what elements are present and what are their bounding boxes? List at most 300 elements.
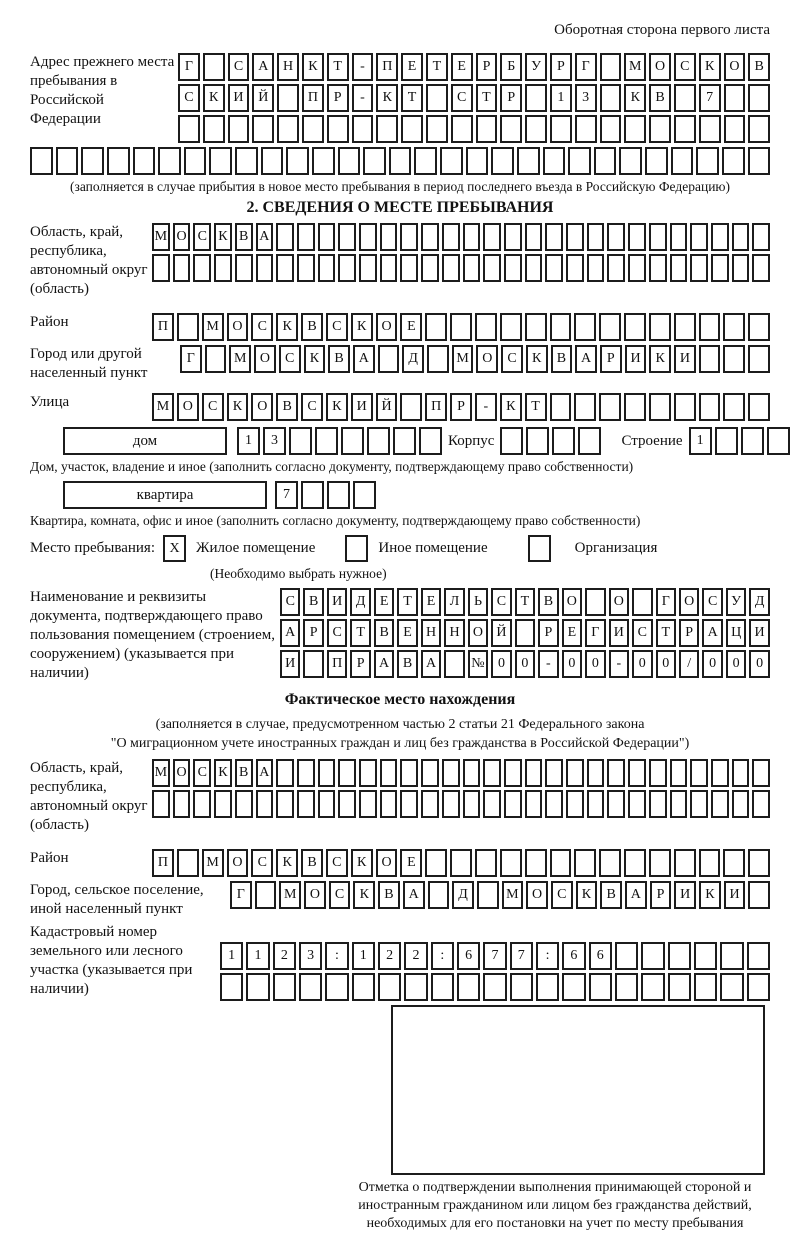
char-cell: Е <box>562 619 582 647</box>
char-cell <box>649 393 671 421</box>
prev-address-row-4 <box>30 147 770 175</box>
char-cell <box>649 759 667 787</box>
char-cell <box>699 313 721 341</box>
char-cell: Е <box>374 588 394 616</box>
char-cell: Е <box>400 313 422 341</box>
char-cell <box>444 650 464 678</box>
char-cell: К <box>353 881 375 909</box>
char-cell <box>178 115 200 143</box>
char-cell <box>632 588 652 616</box>
char-cell: Е <box>451 53 473 81</box>
char-cell <box>228 115 250 143</box>
dom-cells <box>237 427 442 455</box>
fact-note-1: (заполняется в случае, предусмотренном частью 2 статьи 21 Федерального закона <box>155 717 645 732</box>
char-cell: Р <box>550 53 572 81</box>
char-cell <box>670 223 688 251</box>
kadastr-row-1 <box>220 942 770 970</box>
char-cell <box>723 849 745 877</box>
char-cell <box>255 881 277 909</box>
char-cell: Е <box>421 588 441 616</box>
char-cell: Р <box>538 619 558 647</box>
char-cell <box>699 393 721 421</box>
char-cell <box>318 254 336 282</box>
kadastr-row-2 <box>220 973 770 1001</box>
char-cell <box>550 849 572 877</box>
char-cell <box>645 147 668 175</box>
char-cell: М <box>624 53 646 81</box>
char-cell <box>352 115 374 143</box>
char-cell: Н <box>277 53 299 81</box>
char-cell: С <box>491 588 511 616</box>
char-cell: С <box>251 849 273 877</box>
char-cell <box>235 254 253 282</box>
char-cell: И <box>280 650 300 678</box>
char-cell: Т <box>525 393 547 421</box>
char-cell: О <box>376 849 398 877</box>
char-cell <box>525 759 543 787</box>
char-cell: П <box>376 53 398 81</box>
doc-row-1 <box>280 588 770 616</box>
char-cell <box>380 790 398 818</box>
char-cell: И <box>674 345 696 373</box>
char-cell <box>476 115 498 143</box>
char-cell: В <box>600 881 622 909</box>
char-cell: О <box>609 588 629 616</box>
char-cell: А <box>702 619 722 647</box>
char-cell: О <box>562 588 582 616</box>
char-cell <box>515 619 535 647</box>
char-cell: 3 <box>299 942 322 970</box>
char-cell <box>552 427 575 455</box>
char-cell: С <box>329 881 351 909</box>
char-cell <box>732 223 750 251</box>
char-cell: Е <box>401 53 423 81</box>
char-cell <box>315 427 338 455</box>
char-cell <box>748 393 770 421</box>
char-cell <box>649 254 667 282</box>
char-cell: № <box>468 650 488 678</box>
char-cell <box>624 849 646 877</box>
char-cell: Г <box>230 881 252 909</box>
char-cell <box>607 790 625 818</box>
char-cell: Ь <box>468 588 488 616</box>
char-cell <box>732 790 750 818</box>
char-cell: М <box>452 345 474 373</box>
char-cell: Р <box>327 84 349 112</box>
char-cell: 6 <box>562 942 585 970</box>
char-cell <box>338 254 356 282</box>
char-cell: 6 <box>457 942 480 970</box>
char-cell <box>589 973 612 1001</box>
char-cell: В <box>748 53 770 81</box>
char-cell: К <box>699 53 721 81</box>
char-cell <box>599 849 621 877</box>
char-cell: И <box>351 393 373 421</box>
char-cell <box>741 427 764 455</box>
char-cell: 0 <box>726 650 746 678</box>
char-cell: П <box>152 849 174 877</box>
char-cell: 0 <box>585 650 605 678</box>
char-cell: 0 <box>632 650 652 678</box>
doc-block <box>30 588 770 683</box>
char-cell <box>641 973 664 1001</box>
char-cell: И <box>674 881 696 909</box>
char-cell: О <box>468 619 488 647</box>
char-cell <box>720 973 743 1001</box>
char-cell: М <box>202 849 224 877</box>
char-cell <box>450 849 472 877</box>
char-cell <box>624 313 646 341</box>
oblast-row-1 <box>152 223 770 251</box>
char-cell <box>184 147 207 175</box>
gorod-label: Город или другой населенный пункт <box>30 346 148 381</box>
fact-gorod-label: Город, сельское поселение, иной населенный пункт <box>30 882 204 917</box>
char-cell: Н <box>444 619 464 647</box>
char-cell: К <box>214 223 232 251</box>
char-cell: К <box>203 84 225 112</box>
char-cell <box>297 223 315 251</box>
stroenie-cells <box>689 427 790 455</box>
char-cell <box>767 427 790 455</box>
char-cell <box>748 849 770 877</box>
char-cell: А <box>403 881 425 909</box>
char-cell <box>359 759 377 787</box>
char-cell <box>526 427 549 455</box>
fact-oblast-block <box>30 759 770 835</box>
char-cell: Р <box>600 345 622 373</box>
inoe-label: Иное помещение <box>378 540 488 556</box>
char-cell <box>428 881 450 909</box>
char-cell: 7 <box>699 84 721 112</box>
char-cell: С <box>326 849 348 877</box>
zhiloe-label: Жилое помещение <box>196 540 316 556</box>
char-cell: К <box>699 881 721 909</box>
stamp-caption: Отметка о подтверждении выполнения принимающей стороной и иностранным гражданином или лицом без гражданства действий, необходимых для его постановки на учет по месту пребывания <box>358 1180 752 1231</box>
char-cell: 1 <box>352 942 375 970</box>
doc-row-3 <box>280 650 770 678</box>
char-cell <box>587 790 605 818</box>
char-cell: П <box>302 84 324 112</box>
char-cell: И <box>327 588 347 616</box>
char-cell: О <box>254 345 276 373</box>
char-cell: С <box>632 619 652 647</box>
char-cell <box>297 790 315 818</box>
char-cell: Г <box>178 53 200 81</box>
dom-block <box>63 427 770 455</box>
char-cell: И <box>724 881 746 909</box>
back-side-note: Оборотная сторона первого листа <box>554 22 770 38</box>
char-cell: О <box>679 588 699 616</box>
char-cell: - <box>475 393 497 421</box>
char-cell <box>475 313 497 341</box>
fact-rayon-block <box>30 849 770 877</box>
char-cell <box>483 759 501 787</box>
char-cell: 3 <box>575 84 597 112</box>
char-cell <box>752 254 770 282</box>
char-cell: 7 <box>483 942 506 970</box>
char-cell <box>303 650 323 678</box>
char-cell <box>575 115 597 143</box>
char-cell: 7 <box>510 942 533 970</box>
rayon-label: Район <box>30 314 69 330</box>
stamp-box <box>391 1005 765 1175</box>
oblast-grid <box>152 223 770 282</box>
char-cell <box>338 223 356 251</box>
char-cell <box>566 254 584 282</box>
char-cell <box>525 223 543 251</box>
char-cell <box>690 223 708 251</box>
char-cell <box>419 427 442 455</box>
char-cell <box>732 759 750 787</box>
char-cell: К <box>276 313 298 341</box>
char-cell <box>690 254 708 282</box>
char-cell: 0 <box>562 650 582 678</box>
fact-oblast-label: Область, край, республика, автономный округ (область) <box>30 760 148 833</box>
char-cell <box>694 973 717 1001</box>
char-cell: О <box>526 881 548 909</box>
char-cell <box>670 254 688 282</box>
char-cell: Т <box>515 588 535 616</box>
char-cell: У <box>525 53 547 81</box>
char-cell <box>363 147 386 175</box>
char-cell <box>624 393 646 421</box>
char-cell <box>256 790 274 818</box>
char-cell: С <box>280 588 300 616</box>
char-cell <box>378 973 401 1001</box>
char-cell <box>732 254 750 282</box>
char-cell: 0 <box>491 650 511 678</box>
char-cell: С <box>228 53 250 81</box>
char-cell: К <box>351 849 373 877</box>
char-cell: Т <box>327 53 349 81</box>
char-cell: Т <box>401 84 423 112</box>
char-cell <box>442 759 460 787</box>
char-cell <box>600 84 622 112</box>
char-cell <box>442 223 460 251</box>
char-cell <box>276 223 294 251</box>
oblast-label: Область, край, республика, автономный округ (область) <box>30 224 148 297</box>
char-cell: А <box>353 345 375 373</box>
char-cell <box>628 759 646 787</box>
char-cell <box>359 254 377 282</box>
char-cell: О <box>173 759 191 787</box>
char-cell <box>400 759 418 787</box>
char-cell <box>566 759 584 787</box>
char-cell <box>594 147 617 175</box>
char-cell: 0 <box>656 650 676 678</box>
char-cell <box>674 313 696 341</box>
char-cell <box>599 393 621 421</box>
char-cell <box>426 84 448 112</box>
char-cell <box>301 481 324 509</box>
mesto-block <box>30 535 770 562</box>
char-cell <box>699 115 721 143</box>
char-cell <box>562 973 585 1001</box>
char-cell <box>722 147 745 175</box>
char-cell: С <box>202 393 224 421</box>
char-cell <box>173 254 191 282</box>
char-cell <box>619 147 642 175</box>
char-cell <box>607 254 625 282</box>
char-cell: В <box>235 759 253 787</box>
char-cell <box>536 973 559 1001</box>
oblast-row-2 <box>152 254 770 282</box>
char-cell <box>545 759 563 787</box>
kvartira-cells <box>275 481 376 509</box>
char-cell <box>641 942 664 970</box>
doc-grid <box>275 588 770 678</box>
char-cell <box>421 759 439 787</box>
doc-row-2 <box>280 619 770 647</box>
char-cell: С <box>451 84 473 112</box>
char-cell <box>545 790 563 818</box>
char-cell <box>273 973 296 1001</box>
char-cell: Т <box>350 619 370 647</box>
char-cell: С <box>251 313 273 341</box>
char-cell: Д <box>402 345 424 373</box>
char-cell <box>463 223 481 251</box>
char-cell: Й <box>252 84 274 112</box>
char-cell: О <box>724 53 746 81</box>
char-cell <box>203 53 225 81</box>
char-cell <box>504 254 522 282</box>
char-cell: В <box>276 393 298 421</box>
section-2-title: 2. СВЕДЕНИЯ О МЕСТЕ ПРЕБЫВАНИЯ <box>246 199 554 216</box>
char-cell: К <box>351 313 373 341</box>
char-cell: И <box>228 84 250 112</box>
char-cell: А <box>421 650 441 678</box>
char-cell: С <box>702 588 722 616</box>
char-cell: В <box>303 588 323 616</box>
char-cell <box>475 849 497 877</box>
char-cell: Ц <box>726 619 746 647</box>
char-cell <box>500 313 522 341</box>
char-cell <box>690 759 708 787</box>
char-cell <box>483 790 501 818</box>
fact-rayon-label: Район <box>30 850 69 866</box>
char-cell: : <box>325 942 348 970</box>
korpus-label: Корпус <box>448 433 495 449</box>
char-cell: 0 <box>702 650 722 678</box>
ulitsa-row <box>152 393 770 421</box>
fact-oblast-row-2 <box>152 790 770 818</box>
dom-note: Дом, участок, владение и иное (заполнить согласно документу, подтверждающему право собственности) <box>30 459 634 474</box>
char-cell <box>543 147 566 175</box>
char-cell <box>674 84 696 112</box>
char-cell <box>427 345 449 373</box>
char-cell: К <box>624 84 646 112</box>
char-cell <box>649 849 671 877</box>
char-cell <box>276 254 294 282</box>
char-cell: : <box>536 942 559 970</box>
char-cell <box>450 313 472 341</box>
char-cell: 2 <box>404 942 427 970</box>
prev-address-row-1 <box>178 53 770 81</box>
char-cell <box>158 147 181 175</box>
char-cell <box>393 427 416 455</box>
char-cell: К <box>649 345 671 373</box>
char-cell <box>696 147 719 175</box>
char-cell: О <box>227 313 249 341</box>
char-cell <box>723 393 745 421</box>
fact-note-2: "О миграционном учете иностранных граждан и лиц без гражданства в Российской Федерации") <box>110 736 690 751</box>
char-cell <box>545 254 563 282</box>
char-cell: Т <box>476 84 498 112</box>
char-cell <box>723 345 745 373</box>
char-cell <box>426 115 448 143</box>
stroenie-label: Строение <box>621 433 683 449</box>
kvartira-note: Квартира, комната, офис и иное (заполнить согласно документу, подтверждающему право собственности) <box>30 513 641 528</box>
organizatsiya-checkbox <box>528 535 551 562</box>
char-cell <box>203 115 225 143</box>
char-cell <box>587 254 605 282</box>
char-cell <box>711 254 729 282</box>
char-cell: А <box>256 223 274 251</box>
ulitsa-label: Улица <box>30 394 70 410</box>
char-cell <box>289 427 312 455</box>
kadastr-grid <box>220 923 770 1001</box>
char-cell <box>615 973 638 1001</box>
char-cell: В <box>649 84 671 112</box>
char-cell <box>425 849 447 877</box>
kadastr-label: Кадастровый номер земельного или лесного участка (указывается при наличии) <box>30 924 193 997</box>
prev-address-block <box>30 53 770 143</box>
zhiloe-checkbox: X <box>163 535 186 562</box>
char-cell <box>500 427 523 455</box>
char-cell <box>466 147 489 175</box>
char-cell: В <box>301 313 323 341</box>
char-cell <box>545 223 563 251</box>
char-cell: Р <box>650 881 672 909</box>
char-cell <box>352 973 375 1001</box>
char-cell <box>173 790 191 818</box>
char-cell: В <box>538 588 558 616</box>
char-cell <box>550 115 572 143</box>
char-cell <box>401 115 423 143</box>
char-cell <box>81 147 104 175</box>
char-cell: Т <box>656 619 676 647</box>
char-cell <box>214 254 232 282</box>
kvartira-widebox: квартира <box>63 481 267 509</box>
char-cell: А <box>625 881 647 909</box>
char-cell <box>338 147 361 175</box>
oblast-block <box>30 223 770 299</box>
char-cell <box>359 223 377 251</box>
char-cell <box>318 790 336 818</box>
char-cell <box>421 254 439 282</box>
fact-gorod-row <box>230 881 770 909</box>
char-cell: М <box>152 759 170 787</box>
char-cell: 1 <box>237 427 260 455</box>
char-cell <box>748 881 770 909</box>
char-cell <box>724 84 746 112</box>
char-cell <box>327 115 349 143</box>
char-cell <box>431 973 454 1001</box>
char-cell <box>376 115 398 143</box>
char-cell <box>600 53 622 81</box>
char-cell <box>720 942 743 970</box>
char-cell <box>442 254 460 282</box>
char-cell <box>318 759 336 787</box>
char-cell <box>724 115 746 143</box>
char-cell <box>400 393 422 421</box>
char-cell <box>574 313 596 341</box>
char-cell: К <box>302 53 324 81</box>
char-cell <box>649 115 671 143</box>
char-cell <box>585 588 605 616</box>
char-cell <box>451 115 473 143</box>
char-cell <box>297 254 315 282</box>
